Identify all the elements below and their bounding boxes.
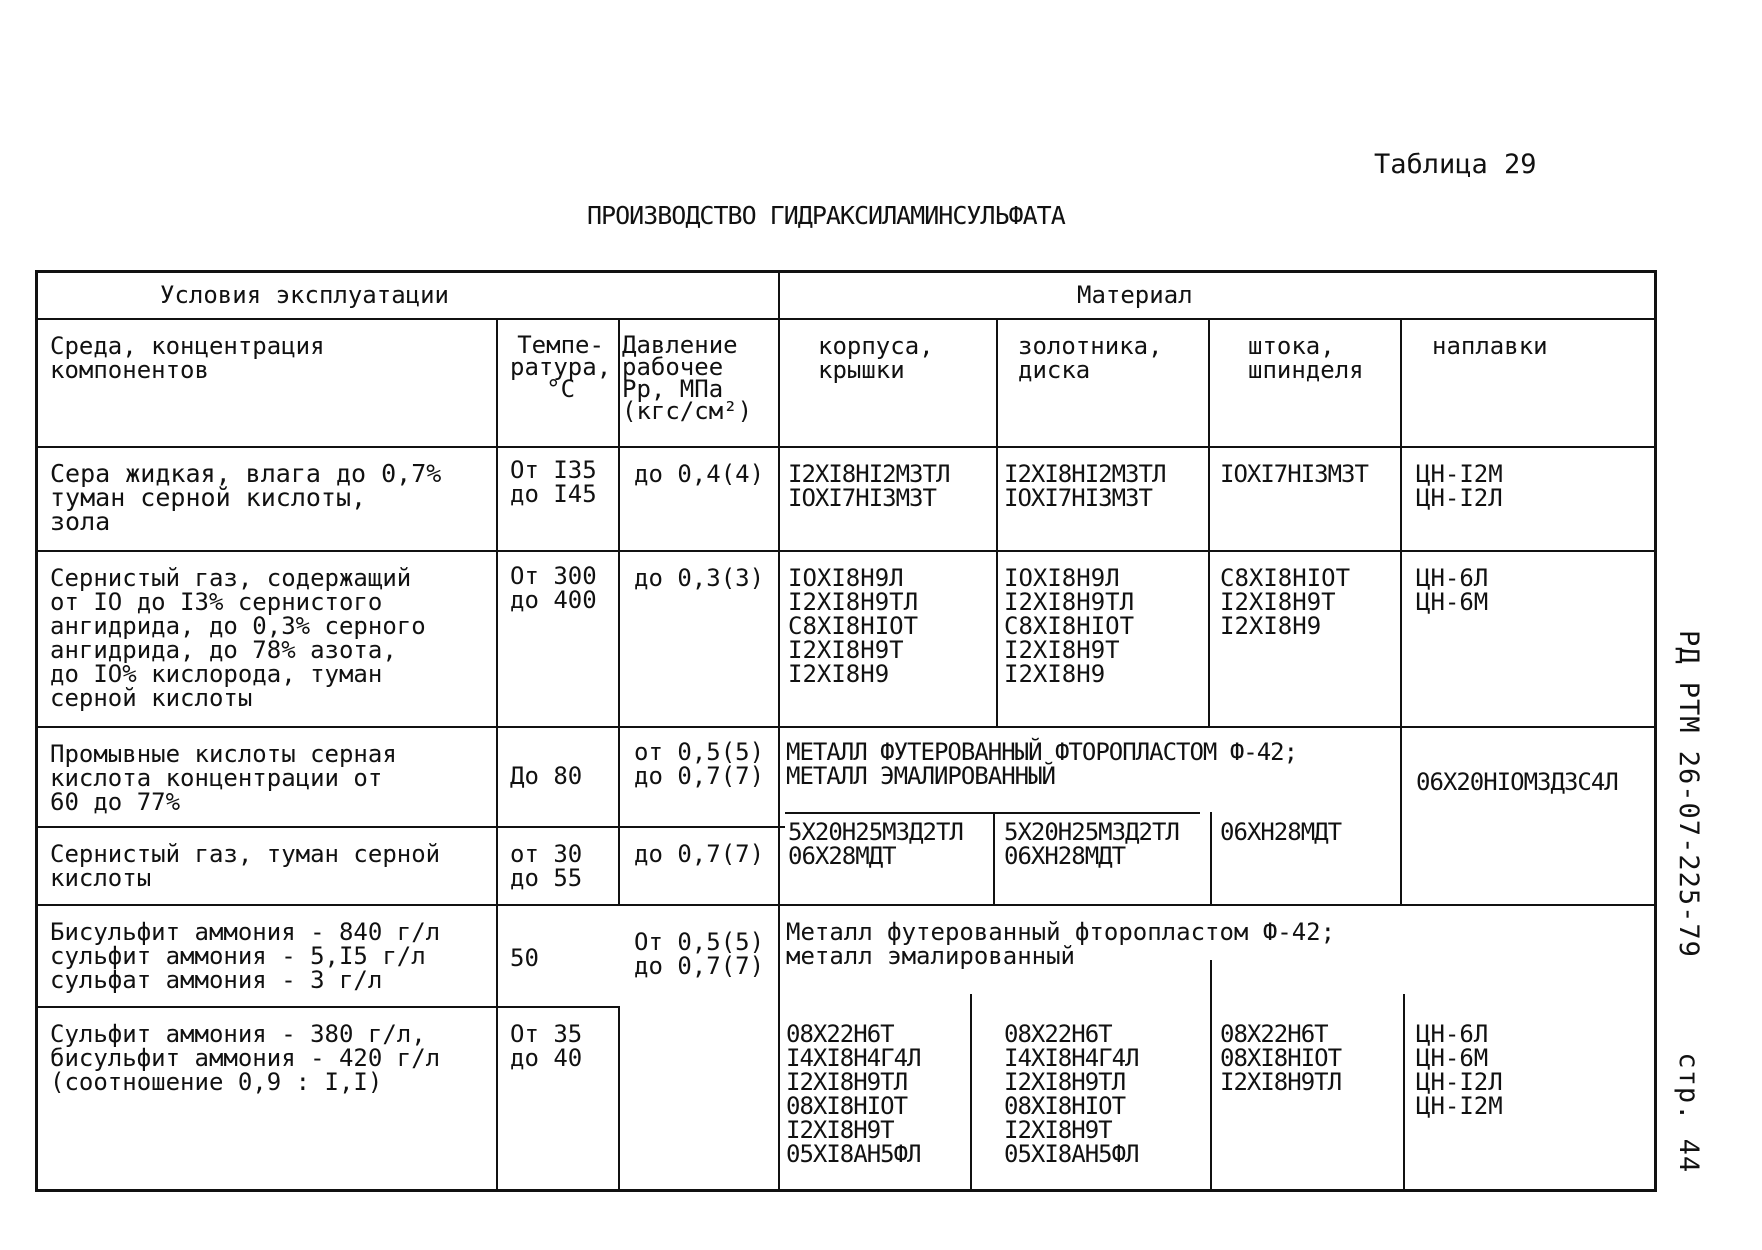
cell-body: I2XI8HI2M3TЛ IOXI7HI3M3T [788,460,950,512]
cell-stem: IOXI7HI3M3T [1220,460,1368,488]
divider [35,826,785,828]
divider [1208,318,1210,726]
divider [35,318,1657,320]
cell-disc: IOXI8H9Л I2XI8H9TЛ C8XI8HIOT I2XI8H9T I2XI8H9 [1004,564,1135,688]
header-conditions: Условия эксплуатации [160,281,449,309]
cell-stem: 06XH28MДT [1220,818,1342,846]
header-material: Материал [1077,281,1193,309]
cell-temperature: От I35 до I45 [510,456,597,508]
cell-medium: Бисульфит аммония - 840 г/л сульфит аммония - 5,I5 г/л сульфат аммония - 3 г/л [50,918,441,994]
cell-disc: 08X22H6T I4XI8H4Г4Л I2XI8H9TЛ 08XI8HIOT I2XI8H9T 05XI8AH5ФЛ [1004,1020,1139,1168]
cell-material-note: МЕТАЛЛ ФУТЕРОВАННЫЙ ФТОРОПЛАСТОМ Ф-42; МЕТАЛЛ ЭМАЛИРОВАННЫЙ [786,738,1298,790]
cell-temperature: От 300 до 400 [510,562,597,614]
cell-body: 5X20H25M3Д2TЛ 06X28MДT [788,818,963,870]
cell-pressure: до 0,4(4) [634,460,765,488]
divider [496,318,498,1192]
cell-temperature: До 80 [510,762,583,790]
cell-pressure: до 0,7(7) [634,840,765,868]
cell-body: 08X22H6T I4XI8H4Г4Л I2XI8H9TЛ 08XI8HIOT I2XI8H9T 05XI8AH5ФЛ [786,1020,921,1168]
cell-medium: Сернистый газ, туман серной кислоты [50,840,441,892]
cell-medium: Сернистый газ, содержащий от IO до I3% сернистого ангидрида, до 0,3% серного ангидрида, до 78% азота, до IO% кислорода, туман серной кислоты [50,564,426,712]
cell-surfacing: 06X20HIOM3Д3C4Л [1416,768,1618,796]
cell-temperature: 50 [510,944,539,972]
cell-pressure: до 0,3(3) [634,564,765,592]
divider [1403,994,1405,1192]
divider [618,1006,620,1192]
divider [35,1006,620,1008]
cell-medium: Промывные кислоты серная кислота концентрации от 60 до 77% [50,740,397,816]
divider [778,270,780,1192]
column-header-temperature: Темпе- ратура, °С [510,331,612,403]
divider [1400,318,1402,906]
table-title: ПРОИЗВОДСТВО ГИДРАКСИЛАМИНСУЛЬФАТА [587,201,1065,230]
document-code: РД РТМ 26-07-225-79 [1673,630,1704,958]
column-header-stem: штока, шпинделя [1248,332,1364,384]
cell-material-note: Металл футерованный фторопластом Ф-42; металл эмалированный [786,918,1336,970]
cell-temperature: от 30 до 55 [510,840,583,892]
divider [35,446,1657,448]
cell-disc: I2XI8HI2M3TЛ IOXI7HI3M3T [1004,460,1166,512]
column-header-pressure: Давление рабочее Рр, МПа (кгс/см²) [622,331,753,425]
divider [35,726,1657,728]
cell-temperature: От 35 до 40 [510,1020,583,1072]
divider [993,812,995,904]
cell-surfacing: ЦН-6Л ЦН-6M [1416,564,1489,616]
cell-medium: Сульфит аммония - 380 г/л, бисульфит аммония - 420 г/л (соотношение 0,9 : I,I) [50,1020,441,1096]
divider [996,318,998,726]
cell-stem: C8XI8HIOT I2XI8H9T I2XI8H9 [1220,564,1351,640]
divider [618,318,620,906]
cell-medium: Сера жидкая, влага до 0,7% туман серной кислоты, зола [50,459,442,536]
column-header-disc: золотника, диска [1018,332,1163,384]
column-header-body: корпуса, крышки [818,332,934,384]
cell-surfacing: ЦН-6Л ЦН-6M ЦН-I2Л ЦН-I2M [1416,1020,1503,1120]
divider [35,904,1657,906]
cell-disc: 5X20H25M3Д2TЛ 06XH28MДT [1004,818,1179,870]
divider [1210,812,1212,904]
cell-surfacing: ЦН-I2M ЦН-I2Л [1416,460,1503,512]
divider [35,550,1657,552]
cell-body: IOXI8H9Л I2XI8H9TЛ C8XI8HIOT I2XI8H9T I2XI8H9 [788,564,919,688]
column-header-surfacing: наплавки [1432,332,1548,360]
page-number: стр. 44 [1673,1052,1704,1174]
column-header-medium: Среда, концентрация компонентов [50,332,325,384]
cell-pressure: от 0,5(5) до 0,7(7) [634,738,765,790]
cell-pressure: От 0,5(5) до 0,7(7) [634,928,765,980]
table-number-label: Таблица 29 [1374,149,1537,180]
divider [1210,960,1212,1192]
cell-stem: 08X22H6T 08XI8HIOT I2XI8H9TЛ [1220,1020,1342,1096]
divider [970,994,972,1192]
side-label [1670,630,1730,1174]
